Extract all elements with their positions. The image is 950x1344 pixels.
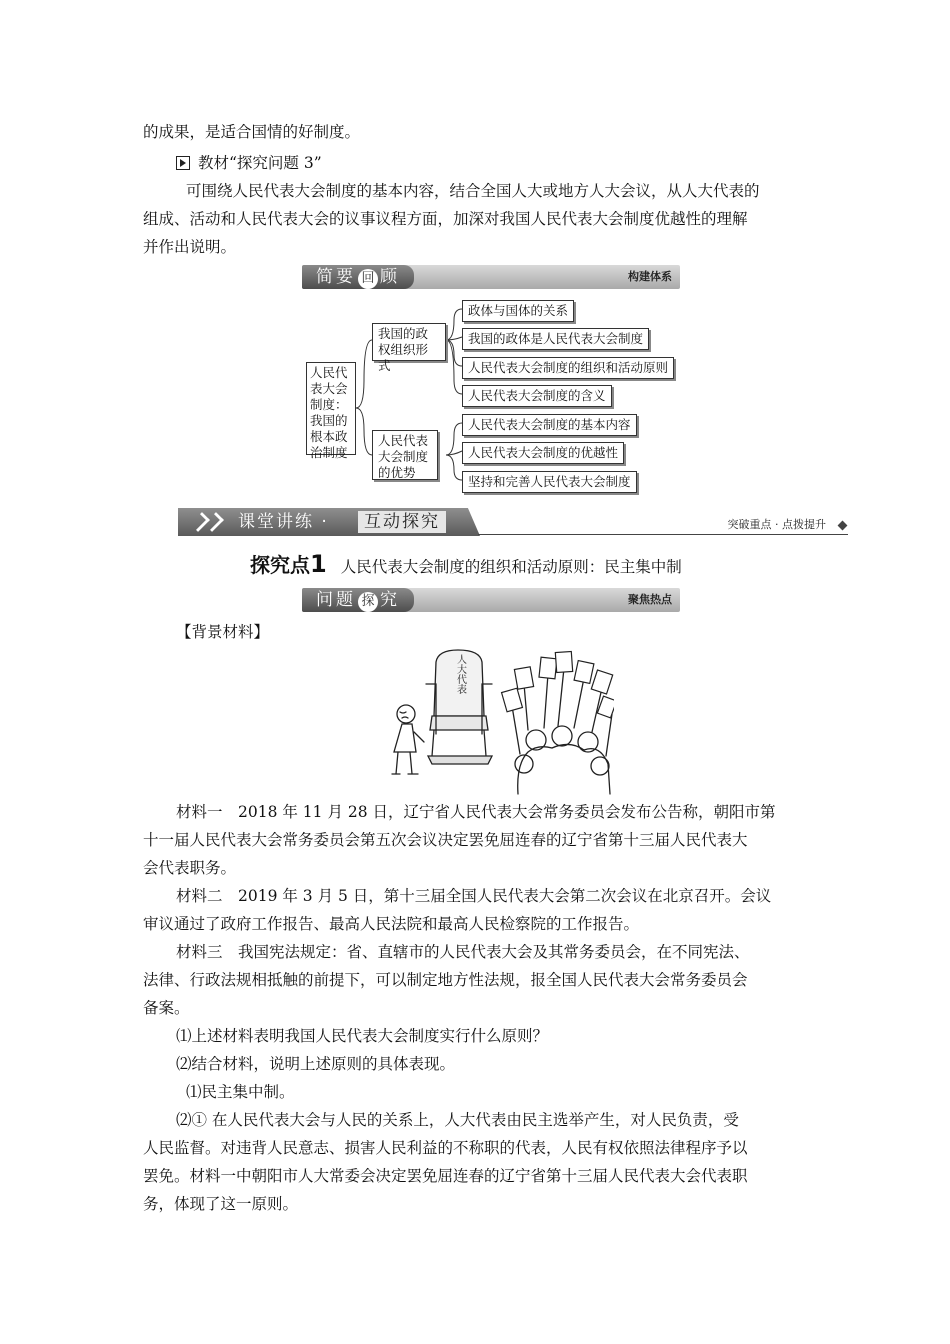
point-heading [250, 552, 682, 579]
answer-line: 罢免。材料一中朝阳市人大常委会决定罢免屈连春的辽宁省第十三届人民代表大会代表职 [143, 1167, 748, 1185]
review-banner-title: 简要 回 顾 [302, 265, 414, 289]
section-banner-title: 课堂讲练 · [238, 512, 329, 532]
mindmap-leaf: 人民代表大会制度的优越性 [462, 442, 624, 464]
chevron-icon [204, 512, 224, 532]
issue-banner-right: 聚焦热点 [628, 593, 672, 606]
material-line: 材料二 2019 年 3 月 5 日，第十三届全国人民代表大会第二次会议在北京召开。会议 [176, 887, 772, 905]
answer-line: 人民监督。对违背人民意志、损害人民利益的不称职的代表，人民有权依照法律程序予以 [143, 1139, 748, 1157]
intro-para-line: 并作出说明。 [143, 238, 237, 256]
intro-para-line: 组成、活动和人民代表大会的议事议程方面，加深对我国人民代表大会制度优越性的理解 [143, 210, 748, 228]
mindmap-leaf: 坚持和完善人民代表大会制度 [462, 471, 637, 493]
material-line: 材料一 2018 年 11 月 28 日，辽宁省人民代表大会常务委员会发布公告称，朝阳市第 [176, 803, 776, 821]
cartoon-seat-label: 人大代表 [454, 654, 466, 694]
section-banner-box: 互动探究 [358, 511, 446, 533]
material-line: 材料三 我国宪法规定：省、直辖市的人民代表大会及其常务委员会，在不同宪法、 [176, 943, 750, 961]
section-underline [478, 534, 848, 535]
mindmap-leaf: 人民代表大会制度的基本内容 [462, 414, 637, 436]
mindmap-leaf: 人民代表大会制度的含义 [462, 385, 612, 407]
issue-banner [302, 588, 680, 612]
answer-line: ⑵① 在人民代表大会与人民的关系上，人大代表由民主选举产生，对人民负责，受 [176, 1111, 739, 1129]
point-number: 1 [310, 550, 327, 578]
cartoon-illustration [388, 644, 614, 796]
point-label: 探究点 [250, 553, 310, 577]
answer-line: 务，体现了这一原则。 [143, 1195, 299, 1213]
background-label: 【背景材料】 [176, 623, 270, 641]
material-line: 审议通过了政府工作报告、最高人民法院和最高人民检察院的工作报告。 [143, 915, 640, 933]
answer: ⑴民主集中制。 [186, 1083, 295, 1101]
material-line: 会代表职务。 [143, 859, 237, 877]
point-title: 人民代表大会制度的组织和活动原则：民主集中制 [340, 558, 682, 576]
textbook-label: 教材“探究问题 3” [198, 154, 322, 172]
review-banner-right: 构建体系 [628, 270, 672, 283]
issue-banner-title: 问题 探 究 [302, 588, 414, 612]
mindmap-leaf: 政体与国体的关系 [462, 300, 574, 322]
mindmap-branch: 我国的政权组织形式 [372, 323, 446, 361]
question: ⑵结合材料，说明上述原则的具体表现。 [176, 1055, 456, 1073]
mindmap-root: 人民代表大会制度：我国的根本政治制度 [306, 362, 356, 455]
diamond-icon [838, 521, 848, 531]
mindmap-branch: 人民代表大会制度的优势 [372, 430, 438, 480]
mindmap-leaf: 人民代表大会制度的组织和活动原则 [462, 357, 674, 379]
intro-line: 的成果，是适合国情的好制度。 [143, 123, 361, 141]
material-line: 十一届人民代表大会常务委员会第五次会议决定罢免屈连春的辽宁省第十三届人民代表大 [143, 831, 748, 849]
material-line: 备案。 [143, 999, 190, 1017]
section-banner-right: 突破重点 · 点拨提升 [727, 518, 826, 531]
intro-para-line: 可围绕人民代表大会制度的基本内容，结合全国人大或地方人大会议，从人大代表的 [186, 182, 760, 200]
mindmap-leaf: 我国的政体是人民代表大会制度 [462, 328, 649, 350]
section-banner [178, 508, 848, 536]
material-line: 法律、行政法规相抵触的前提下，可以制定地方性法规，报全国人民代表大会常务委员会 [143, 971, 748, 989]
question: ⑴上述材料表明我国人民代表大会制度实行什么原则？ [176, 1027, 549, 1045]
